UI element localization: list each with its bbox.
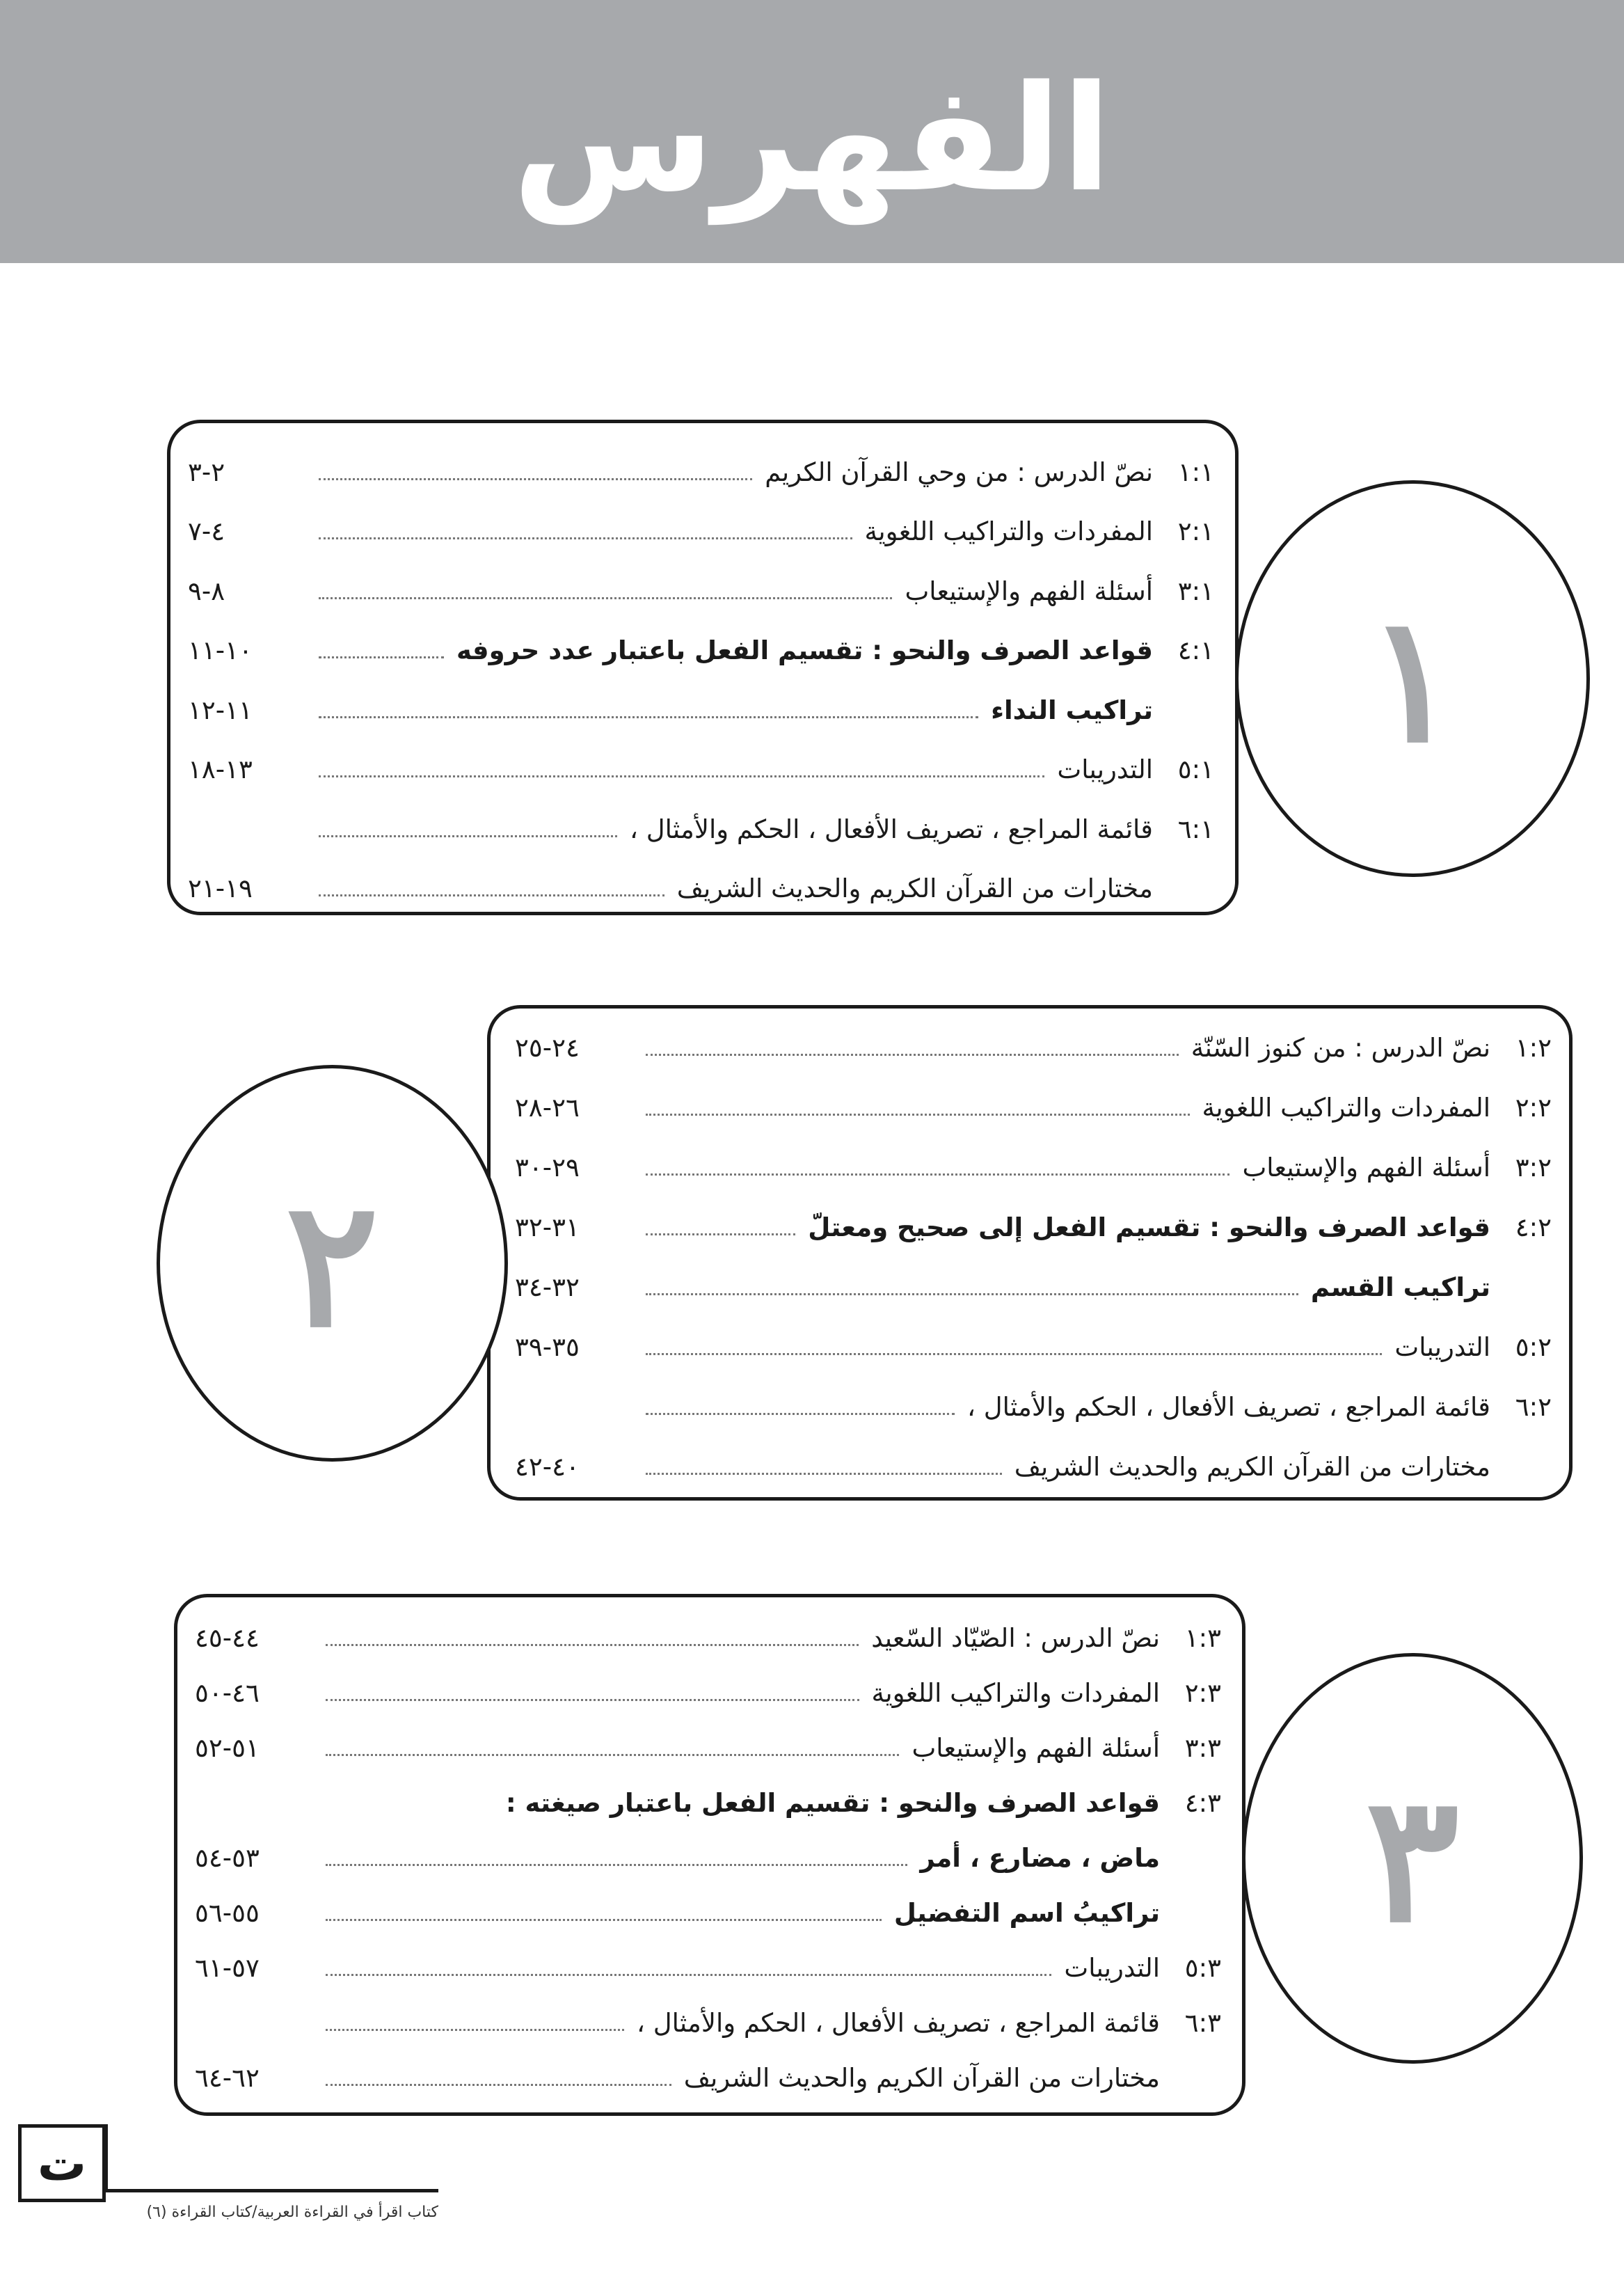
toc-row — [515, 1201, 1552, 1254]
unit-3-circle — [1242, 1653, 1583, 2064]
toc-row-number: ١:٢ — [1515, 1032, 1552, 1063]
toc-row-pages: ٥٣-٥٤ — [195, 1842, 260, 1873]
toc-row-number: ٣:٣ — [1184, 1732, 1221, 1763]
toc-row — [188, 624, 1214, 677]
page-letter: ت — [37, 2135, 87, 2192]
dot-leader — [319, 775, 1044, 777]
toc-row-pages: ٤٤-٤٥ — [195, 1622, 260, 1653]
toc-row — [195, 1941, 1221, 1994]
toc-row — [188, 564, 1214, 617]
toc-row-pages: ٤-٧ — [188, 516, 225, 546]
toc-row-pages: ١٩-٢١ — [188, 873, 253, 903]
toc-row-number: ١:٣ — [1184, 1622, 1221, 1653]
toc-row-label: قواعد الصرف والنحو : تقسيم الفعل إلى صحيح ومعتلّ — [808, 1212, 1490, 1242]
toc-row-number: ٢:٢ — [1515, 1092, 1552, 1123]
toc-row-label: قواعد الصرف والنحو : تقسيم الفعل باعتبار صيغته : — [505, 1787, 1160, 1818]
dot-leader — [326, 2029, 624, 2031]
toc-row — [195, 1831, 1221, 1884]
dot-leader — [319, 597, 892, 599]
toc-row — [195, 1721, 1221, 1774]
toc-row-label: التدريبات — [1064, 1952, 1160, 1983]
toc-row-pages: ٣٥-٣٩ — [515, 1331, 580, 1362]
header-banner — [0, 0, 1624, 263]
toc-row-number: ٦:١ — [1177, 814, 1214, 844]
toc-row-label: المفردات والتراكيب اللغوية — [871, 1677, 1160, 1708]
dot-leader — [319, 656, 444, 658]
toc-row-label: تراكيب النداء — [991, 695, 1153, 725]
dot-leader — [319, 478, 752, 480]
toc-row-number: ٦:٣ — [1184, 2007, 1221, 2038]
toc-row-label: المفردات والتراكيب اللغوية — [864, 516, 1153, 546]
dot-leader — [326, 1699, 859, 1701]
book-title: كتاب اقرأ في القراءة العربية/كتاب القراءة (٦) — [146, 2204, 438, 2221]
dot-leader — [646, 1173, 1229, 1176]
toc-row-label: المفردات والتراكيب اللغوية — [1202, 1092, 1490, 1123]
footer-rule — [104, 2189, 438, 2192]
toc-row-pages: ١٠-١١ — [188, 635, 253, 665]
toc-row-number: ٥:٣ — [1184, 1952, 1221, 1983]
toc-row-number: ٢:١ — [1177, 516, 1214, 546]
toc-row-number: ١:١ — [1177, 457, 1214, 487]
unit-2-number: ٢ — [285, 1161, 379, 1366]
toc-row — [515, 1320, 1552, 1373]
toc-row-label: ماض ، مضارع ، أمر — [920, 1842, 1160, 1873]
toc-row — [195, 1776, 1221, 1829]
toc-row-pages: ٣١-٣٢ — [515, 1212, 580, 1242]
toc-row-number: ٤:٢ — [1515, 1212, 1552, 1242]
toc-row — [188, 445, 1214, 498]
toc-row-number: ٥:١ — [1177, 754, 1214, 784]
toc-row-pages: ٢-٣ — [188, 457, 225, 487]
toc-row-number: ٣:٢ — [1515, 1152, 1552, 1183]
toc-row — [188, 862, 1214, 915]
toc-row — [195, 2051, 1221, 2104]
toc-row-number: ٤:٣ — [1184, 1787, 1221, 1818]
toc-row-pages: ٢٩-٣٠ — [515, 1152, 580, 1183]
toc-row-pages: ١٣-١٨ — [188, 754, 253, 784]
unit-1-number: ١ — [1365, 576, 1460, 781]
toc-row-label: قائمة المراجع ، تصريف الأفعال ، الحكم والأمثال ، — [967, 1391, 1490, 1422]
dot-leader — [646, 1413, 955, 1415]
dot-leader — [326, 1644, 859, 1646]
toc-row — [515, 1021, 1552, 1074]
page-number-tab — [18, 2124, 106, 2202]
toc-row-label: قواعد الصرف والنحو : تقسيم الفعل باعتبار عدد حروفه — [456, 635, 1153, 665]
toc-row-number: ٥:٢ — [1515, 1331, 1552, 1362]
toc-row-pages: ٦٢-٦٤ — [195, 2062, 260, 2093]
toc-row-pages: ٥٥-٥٦ — [195, 1897, 260, 1928]
toc-row — [195, 1611, 1221, 1664]
dot-leader — [319, 835, 617, 837]
toc-row-label: مختارات من القرآن الكريم والحديث الشريف — [676, 873, 1153, 903]
toc-row-number: ٦:٢ — [1515, 1391, 1552, 1422]
toc-row-label: نصّ الدرس : من وحي القرآن الكريم — [765, 457, 1153, 487]
toc-row-pages: ٢٦-٢٨ — [515, 1092, 580, 1123]
dot-leader — [646, 1473, 1002, 1475]
toc-row — [188, 802, 1214, 855]
toc-row-pages: ٣٢-٣٤ — [515, 1272, 580, 1302]
dot-leader — [326, 2084, 671, 2086]
toc-row — [515, 1440, 1552, 1493]
toc-row-label: أسئلة الفهم والإستيعاب — [1242, 1152, 1490, 1183]
toc-row — [515, 1141, 1552, 1194]
toc-row-number: ٣:١ — [1177, 576, 1214, 606]
dot-leader — [319, 716, 978, 718]
toc-row-label: قائمة المراجع ، تصريف الأفعال ، الحكم والأمثال ، — [630, 814, 1153, 844]
toc-row-label: مختارات من القرآن الكريم والحديث الشريف — [1014, 1451, 1490, 1482]
toc-row-label: أسئلة الفهم والإستيعاب — [911, 1732, 1160, 1763]
dot-leader — [326, 1864, 907, 1866]
toc-row-pages: ٥٧-٦١ — [195, 1952, 260, 1983]
toc-row-pages: ٢٤-٢٥ — [515, 1032, 580, 1063]
toc-row-pages: ٨-٩ — [188, 576, 225, 606]
toc-row-label: التدريبات — [1057, 754, 1153, 784]
toc-row-label: مختارات من القرآن الكريم والحديث الشريف — [683, 2062, 1160, 2093]
dot-leader — [319, 894, 664, 896]
page-title: الفهرس — [512, 54, 1112, 224]
toc-row-label: تراكيبُ اسم التفضيل — [893, 1897, 1160, 1928]
toc-row-pages: ٤٠-٤٢ — [515, 1451, 580, 1482]
toc-row — [188, 683, 1214, 736]
toc-row-label: نصّ الدرس : من كنوز السّنّة — [1191, 1032, 1490, 1063]
toc-row-label: التدريبات — [1394, 1331, 1490, 1362]
toc-row — [188, 743, 1214, 796]
unit-2-circle — [157, 1065, 508, 1462]
toc-row-label: نصّ الدرس : الصّيّاد السّعيد — [871, 1622, 1160, 1653]
toc-row — [195, 1886, 1221, 1939]
toc-row — [515, 1380, 1552, 1433]
unit-3-number: ٣ — [1365, 1756, 1460, 1961]
toc-row — [195, 1666, 1221, 1719]
toc-row — [515, 1081, 1552, 1134]
dot-leader — [646, 1114, 1190, 1116]
toc-row — [195, 1996, 1221, 2049]
dot-leader — [319, 537, 852, 539]
toc-row-pages: ١١-١٢ — [188, 695, 253, 725]
toc-row-label: قائمة المراجع ، تصريف الأفعال ، الحكم والأمثال ، — [637, 2007, 1160, 2038]
toc-row-pages: ٤٦-٥٠ — [195, 1677, 260, 1708]
unit-1-circle — [1235, 480, 1590, 877]
toc-row-number: ٢:٣ — [1184, 1677, 1221, 1708]
toc-row-label: تراكيب القسم — [1310, 1272, 1490, 1302]
dot-leader — [326, 1754, 899, 1756]
dot-leader — [646, 1293, 1298, 1295]
dot-leader — [326, 1919, 882, 1921]
toc-row-number: ٤:١ — [1177, 635, 1214, 665]
toc-row-pages: ٥١-٥٢ — [195, 1732, 260, 1763]
toc-row — [188, 505, 1214, 558]
dot-leader — [326, 1974, 1051, 1976]
toc-row — [515, 1260, 1552, 1313]
dot-leader — [646, 1233, 795, 1235]
dot-leader — [646, 1054, 1179, 1056]
dot-leader — [646, 1353, 1382, 1355]
toc-row-label: أسئلة الفهم والإستيعاب — [905, 576, 1153, 606]
